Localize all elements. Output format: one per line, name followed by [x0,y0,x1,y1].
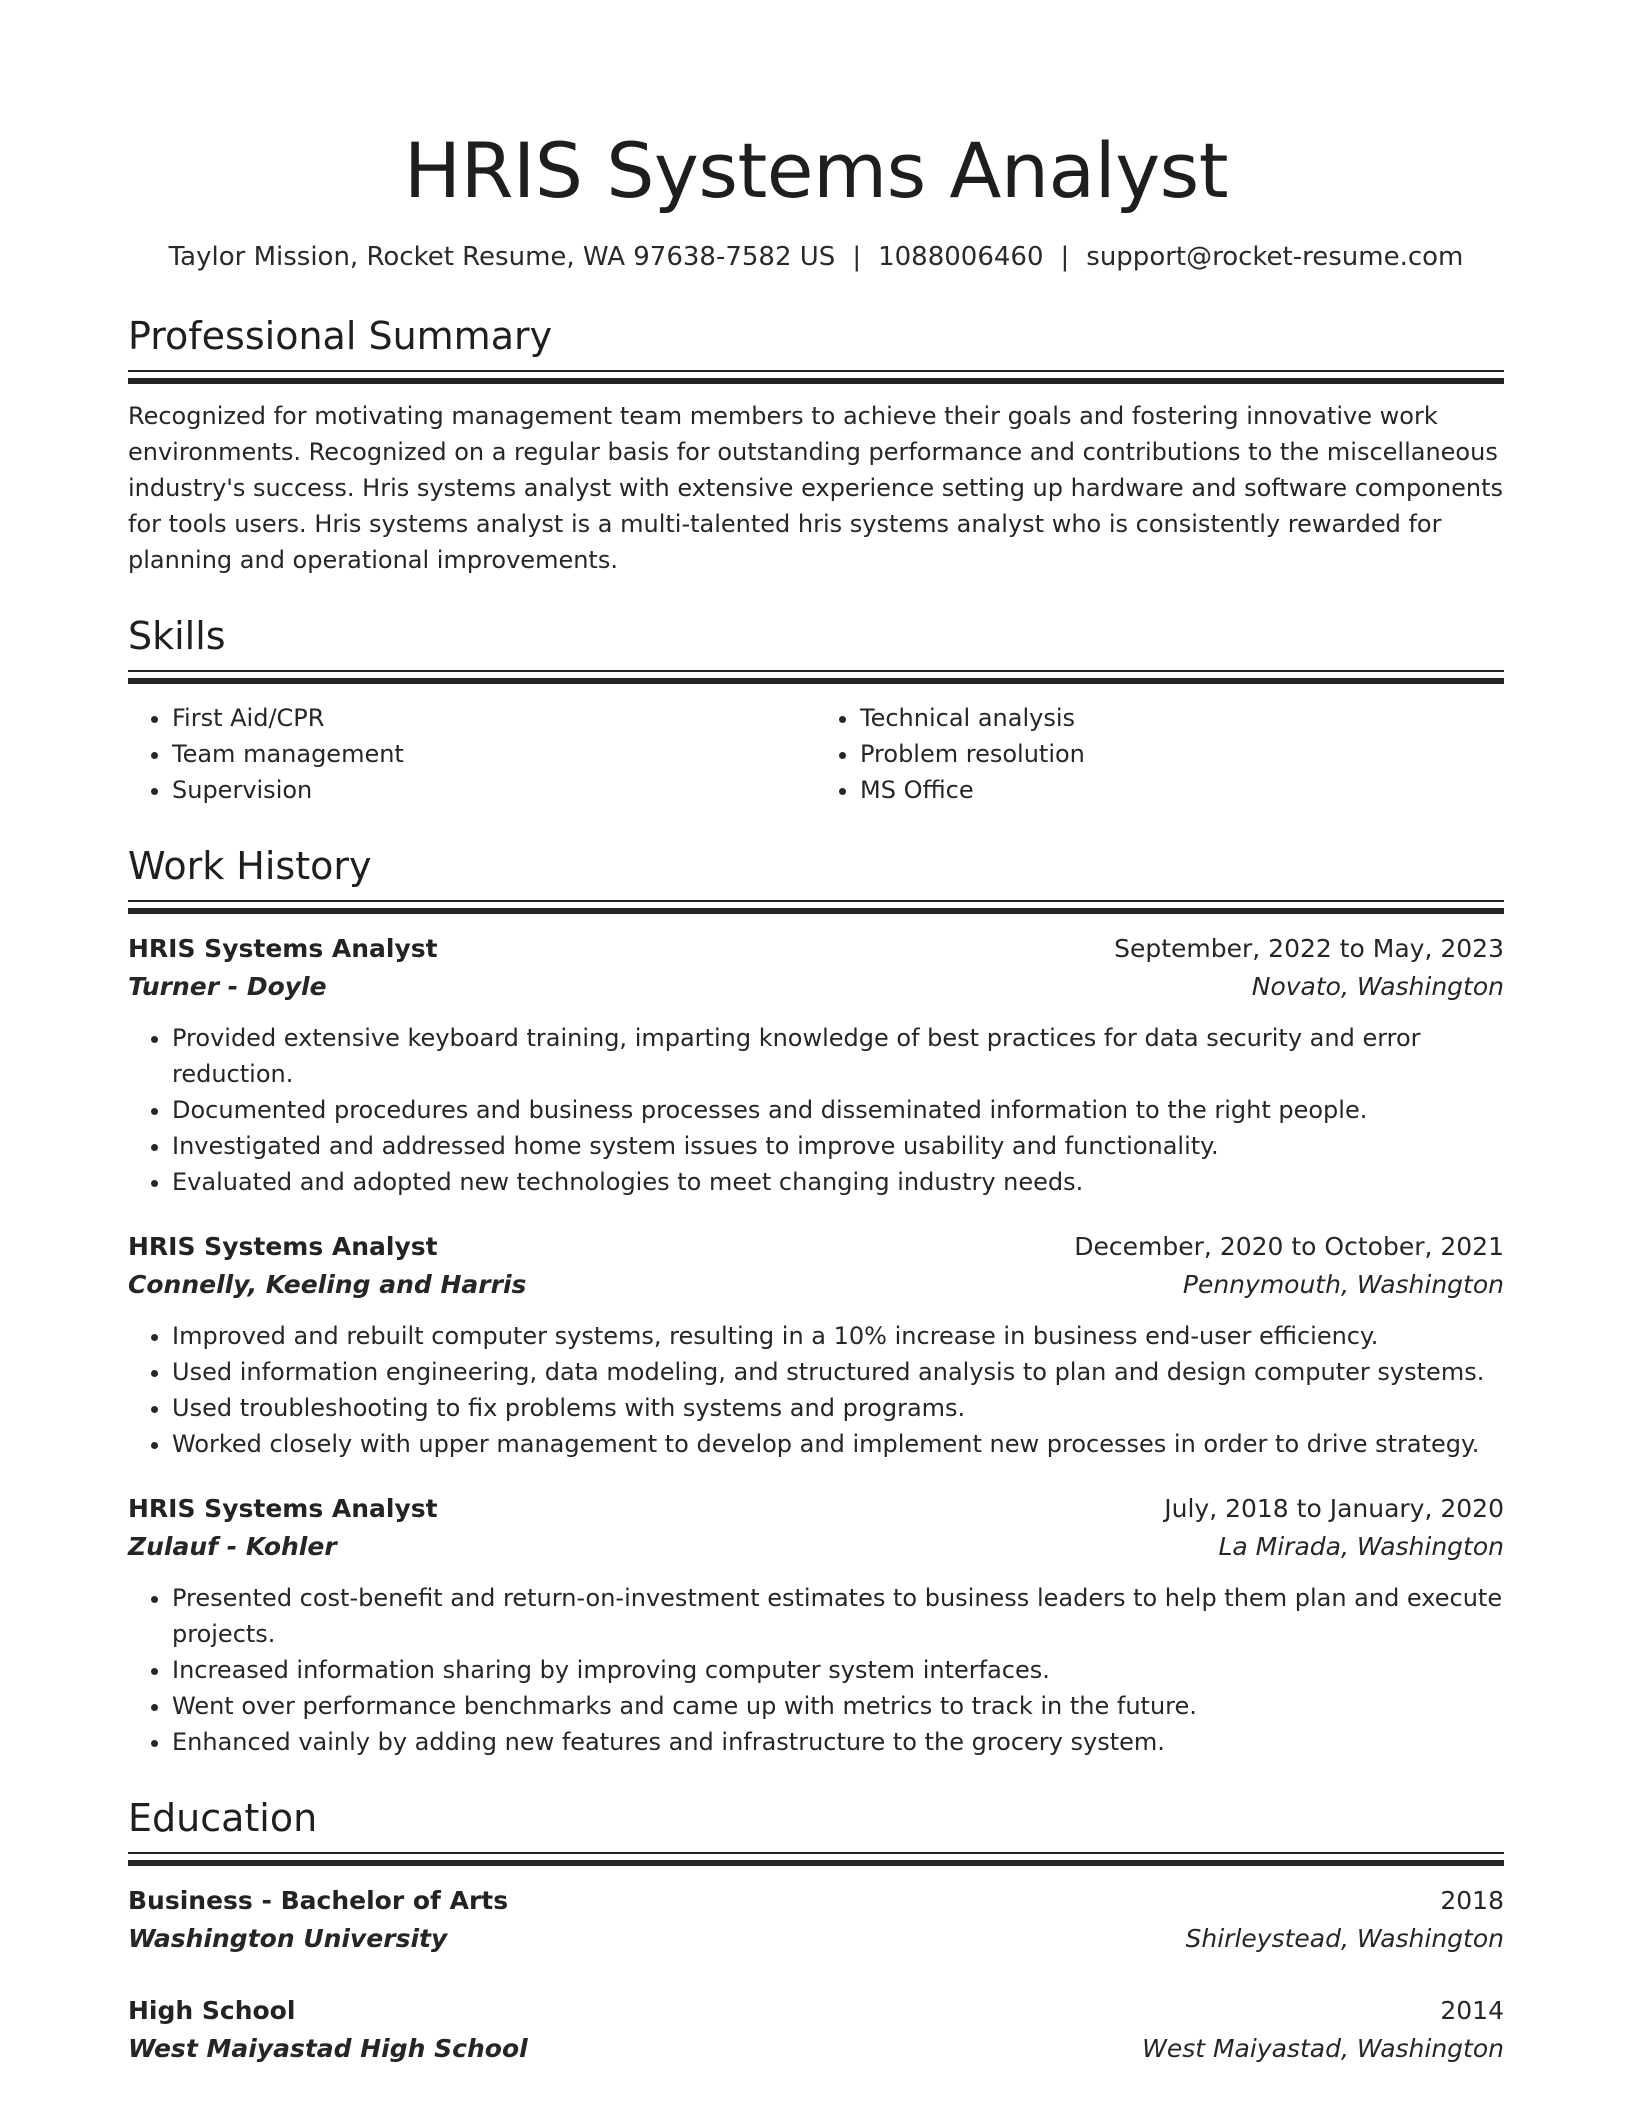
job-entry [128,1490,1504,1760]
skill-item: • First Aid/CPR [172,700,816,736]
skills-column-right [816,700,1504,808]
job-subheader [128,1528,1504,1566]
education-location: West Maiyastad, Washington [1142,2034,1504,2063]
skill-item: • MS Office [860,772,1504,808]
job-bullets [128,1580,1504,1760]
job-bullet: • Worked closely with upper management to develop and implement new processes in order to drive strategy. [172,1426,1504,1462]
contact-separator: | [852,242,862,272]
job-header [128,930,1504,968]
job-bullet: • Presented cost-benefit and return-on-investment estimates to business leaders to help them plan and execute projects. [172,1580,1504,1652]
education-year: 2014 [1440,1996,1504,2025]
job-company: Zulauf - Kohler [128,1532,337,1561]
education-year: 2018 [1440,1886,1504,1915]
job-company: Connelly, Keeling and Harris [128,1270,527,1299]
job-subheader [128,1266,1504,1304]
education-header [128,1882,1504,1920]
contact-separator: | [1060,242,1070,272]
summary-text: Recognized for motivating management team members to achieve their goals and fostering innovative work environments. Recognized on a regular basis for outstanding performance and contributions to the miscellaneous industry's success. Hris systems analyst with extensive experience setting up hardware and software components for tools users. Hris systems analyst is a multi-talented hris systems analyst who is consistently rewarded for planning and operational improvements. [128,402,1504,574]
skill-item: • Supervision [172,772,816,808]
education-subheader [128,1920,1504,1958]
job-header [128,1490,1504,1528]
job-title: HRIS Systems Analyst [128,934,438,963]
skills-list [128,700,1504,808]
education-degree: Business - Bachelor of Arts [128,1886,509,1915]
skills-heading: Skills [128,614,226,658]
education-degree: High School [128,1996,296,2025]
education-subheader [128,2030,1504,2068]
education-school: West Maiyastad High School [128,2034,528,2063]
education-section [128,1794,1504,2068]
job-entry [128,930,1504,1200]
contact-phone: 1088006460 [878,242,1044,272]
contact-line [128,240,1504,274]
job-title: HRIS Systems Analyst [128,1494,438,1523]
job-location: La Mirada, Washington [1218,1532,1504,1561]
job-bullet: • Used troubleshooting to fix problems with systems and programs. [172,1390,1504,1426]
job-bullet: • Investigated and addressed home system issues to improve usability and functionality. [172,1128,1504,1164]
education-header [128,1992,1504,2030]
job-bullet: • Enhanced vainly by adding new features and infrastructure to the grocery system. [172,1724,1504,1760]
contact-address: Taylor Mission, Rocket Resume, WA 97638-7582 US [168,242,836,272]
skill-item: • Team management [172,736,816,772]
skills-section [128,612,1504,808]
job-subheader [128,968,1504,1006]
skill-item: • Problem resolution [860,736,1504,772]
job-bullet: • Used information engineering, data modeling, and structured analysis to plan and design computer systems. [172,1354,1504,1390]
job-bullet: • Improved and rebuilt computer systems, resulting in a 10% increase in business end-user efficiency. [172,1318,1504,1354]
job-location: Novato, Washington [1251,972,1504,1001]
job-location: Pennymouth, Washington [1182,1270,1504,1299]
education-location: Shirleystead, Washington [1185,1924,1504,1953]
job-bullets [128,1318,1504,1462]
job-bullet: • Increased information sharing by improving computer system interfaces. [172,1652,1504,1688]
summary-heading: Professional Summary [128,314,553,358]
job-bullets [128,1020,1504,1200]
summary-section [128,312,1504,578]
job-bullet: • Documented procedures and business processes and disseminated information to the right people. [172,1092,1504,1128]
education-entry [128,1882,1504,1958]
job-dates: September, 2022 to May, 2023 [1114,934,1504,963]
job-bullet: • Provided extensive keyboard training, imparting knowledge of best practices for data security and error reduction. [172,1020,1504,1092]
education-heading: Education [128,1796,318,1840]
section-divider [128,370,1504,384]
job-bullet: • Went over performance benchmarks and came up with metrics to track in the future. [172,1688,1504,1724]
skill-item: • Technical analysis [860,700,1504,736]
education-entry [128,1992,1504,2068]
job-dates: December, 2020 to October, 2021 [1074,1232,1504,1261]
job-bullet: • Evaluated and adopted new technologies to meet changing industry needs. [172,1164,1504,1200]
education-school: Washington University [128,1924,448,1953]
job-title: HRIS Systems Analyst [128,1232,438,1261]
contact-email: support@rocket-resume.com [1086,242,1464,272]
work-history-section [128,842,1504,1760]
skills-column-left [128,700,816,808]
section-divider [128,670,1504,684]
section-divider [128,1852,1504,1866]
job-entry [128,1228,1504,1462]
candidate-title: HRIS Systems Analyst [403,126,1229,215]
job-dates: July, 2018 to January, 2020 [1164,1494,1504,1523]
section-divider [128,900,1504,914]
job-header [128,1228,1504,1266]
job-company: Turner - Doyle [128,972,327,1001]
work-history-heading: Work History [128,844,372,888]
